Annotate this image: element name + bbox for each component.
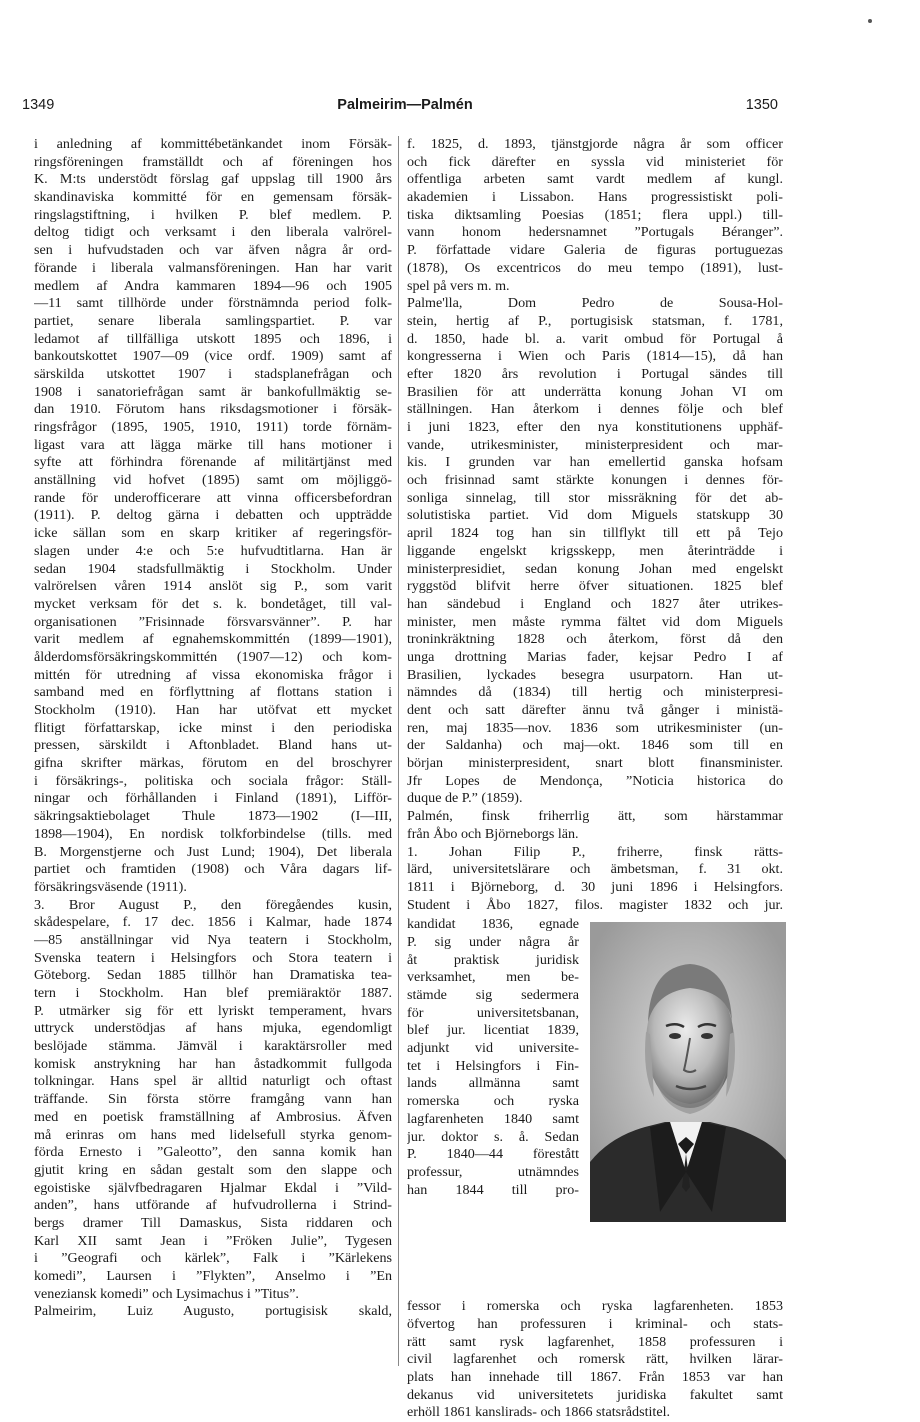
text-line: tet i Helsingfors i Fin- — [407, 1057, 579, 1074]
text-line: (1878), Os excentricos do meu tempo (1891), lust- — [407, 259, 783, 276]
text-line: 1811 i Björneborg, d. 30 juni 1896 i Helsingfors. — [407, 878, 783, 895]
text-line: komedi”, Laursen i ”Flykten”, Anselmo i ”En — [34, 1268, 392, 1284]
text-line: början ministerpresident, snart blott finansminister. — [407, 755, 783, 772]
text-line: och fick därefter en syssla vid ministeriet för — [407, 153, 783, 170]
right-column — [407, 136, 783, 1422]
text-line: slagen under 4:e och 5:e hufvudtitlarna. Han är — [34, 542, 392, 559]
text-line: Palme'lla, Dom Pedro de Sousa-Hol- — [407, 295, 783, 312]
text-line: i anledning af kommittébetänkandet inom Försäk- — [34, 136, 392, 152]
text-line: och frisinnad samt stärkte konungen i dennes för- — [407, 472, 783, 489]
text-line: säkringsaktiebolaget Thule 1873—1902 (I—III, — [34, 808, 392, 825]
text-line: valrörelsen våren 1914 anslöt sig P., som varit — [34, 578, 392, 595]
text-line: skandinaviska kommitté för en gemensam försäk- — [34, 189, 392, 206]
text-line: dan 1910. Förutom hans riksdagsmotioner i försäk- — [34, 401, 392, 418]
text-line: —85 anställningar vid Nya teatern i Stockholm, — [34, 931, 392, 948]
text-line: unga drottning Marias fader, kejsar Pedro I af — [407, 648, 783, 665]
text-line: ningar och förhållanden i Finland (1891), Lifför- — [34, 790, 392, 807]
text-line: dent och satt därefter ännu två gånger i ministä- — [407, 702, 783, 718]
text-line: der Saldanha) och maj—okt. 1846 som till en — [407, 737, 783, 754]
text-line: Göteborg. Sedan 1885 tillhör han Dramatiska tea- — [34, 967, 392, 984]
text-line: nämndes då (1834) till hertig och ministerpresi- — [407, 684, 783, 701]
text-beside-portrait — [407, 916, 579, 1199]
right-column-top — [407, 136, 783, 914]
text-line: träffande. Sin första större framgång vann han — [34, 1091, 392, 1108]
text-line: ligast vara att lägga märke till hans motioner i — [34, 436, 392, 453]
text-line: akademien i Lissabon. Hans progressistiskt poli- — [407, 189, 783, 206]
text-line: kandidat 1836, egnade — [407, 916, 579, 933]
text-line: med en poetisk framställning af Ambrosius. Äfven — [34, 1108, 392, 1125]
text-line: skådespelare, f. 17 dec. 1856 i Kalmar, hade 1874 — [34, 914, 392, 931]
text-line: veneziansk komedi” och Lysimachus i ”Titus”. — [34, 1285, 299, 1302]
text-line: förande i liberala valmansföreningen. Han har varit — [34, 259, 392, 276]
text-line: mittén för utredning af vissa ekonomiska frågor i — [34, 666, 392, 683]
text-line: egoistiske självfbedragaren Hjalmar Ekdal i ”Vild- — [34, 1179, 392, 1196]
text-line: 1908 i sanatoriefrågan samt är bankofullmäktig se- — [34, 383, 392, 400]
text-line: —11 samt tillhörde under förstnämnda period folk- — [34, 295, 392, 312]
text-line: rande för underofficerare att vinna officersbefordran — [34, 489, 392, 506]
text-line: ryggstöd blifvit herre öfver situationen. 1825 blef — [407, 578, 783, 595]
text-line: duque de P.” (1859). — [407, 790, 523, 807]
text-line: öfvertog han professuren i kriminal- och stats- — [407, 1315, 783, 1332]
text-line: syfte att förhindra förenande af militärtjänst med — [34, 454, 392, 471]
text-line: kongresserna i Wien och Paris (1814—15), då han — [407, 348, 783, 365]
text-line: liggande engelskt krigsskepp, men återinträdde i — [407, 542, 783, 559]
text-line: 1. Johan Filip P., friherre, finsk rätts- — [407, 843, 783, 860]
text-line: förda Ernesto i ”Galeotto”, den sanna komik han — [34, 1144, 392, 1161]
text-line: 1898—1904), En nordisk tolkforbindelse (tills. med — [34, 825, 392, 842]
text-line: uttryck understödjas af hans mjuka, egendomligt — [34, 1020, 392, 1037]
text-line: för universitetsbanan, — [407, 1004, 579, 1021]
text-line: samband med en förflyttning af flottans station i — [34, 684, 392, 701]
text-line: tolkningar. Hans spel är alltid naturligt och oftast — [34, 1073, 392, 1090]
text-line: erhöll 1861 kanslirads- och 1866 statsrådstitel. — [407, 1404, 671, 1421]
text-line: B. Morgenstjerne och Just Lund; 1904), Det liberala — [34, 843, 392, 860]
text-line: i juni 1823, efter den nya konstitutionens upphäf- — [407, 419, 783, 435]
text-line: spel på vers m. m. — [407, 277, 510, 294]
text-line: P. utmärker sig för ett lyriskt temperament, hvars — [34, 1002, 392, 1019]
text-line: organisationen ”Frisinnade försvarsvänner”. P. har — [34, 613, 392, 630]
text-line: minister, men måste rymma fältet vid dom Miguels — [407, 613, 783, 630]
text-line: vande, utrikesminister, ministerpresident och mar- — [407, 436, 783, 453]
text-line: d. 1850, hade bl. a. varit ombud för Portugal å — [407, 330, 783, 347]
text-line: kis. I grunden var han emellertid ganska hofsam — [407, 454, 783, 471]
text-line: medlem af Andra kammaren 1894—96 och 1905 — [34, 277, 392, 294]
speck-mark — [868, 19, 872, 23]
page-number-right: 1350 — [745, 97, 778, 113]
text-line: bergs dramer Till Damaskus, Sista riddaren och — [34, 1214, 392, 1231]
text-line: åt praktisk juridisk — [407, 951, 579, 968]
text-line: lärd, universitetslärare och ämbetsman, f. 31 okt. — [407, 861, 783, 878]
right-column-bottom — [407, 1298, 783, 1422]
text-line: vann honom hedersnamnet ”Portugals Béranger”. — [407, 224, 783, 241]
text-line: P. sig under några år — [407, 933, 579, 950]
text-line: civil lagfarenhet och romersk rätt, hvilken lärar- — [407, 1351, 783, 1368]
text-line: må erinras om hans med lidelsefull styrka genom- — [34, 1126, 392, 1143]
text-line: beslöjade stämma. Jämväl i karaktärsroller med — [34, 1038, 392, 1055]
text-line: rätt samt rysk lagfarenhet, 1858 professuren i — [407, 1333, 783, 1350]
text-line: (1911). P. deltog gärna i debatten och uppträdde — [34, 507, 392, 524]
text-line: anden”, hans utförande af hufvudrollerna i Strind- — [34, 1197, 392, 1214]
text-line: han sändebud i England och 1827 åter utrikes- — [407, 595, 783, 612]
text-line: lagfarenheten 1840 samt — [407, 1110, 579, 1127]
text-line: april 1824 tog han sin tillflykt till ett på Tejo — [407, 525, 783, 542]
text-line: Palmén, finsk friherrlig ätt, som härstammar — [407, 808, 783, 825]
column-divider — [398, 136, 399, 1366]
text-line: ålderdomsförsäkringskommittén (1907—12) och kom- — [34, 648, 392, 665]
text-line: P. författade vidare Galeria de figuras portuguezas — [407, 242, 783, 259]
text-line: ledamot af tillfälliga utskott 1895 och 1896, i — [34, 330, 392, 347]
text-line: adjunkt vid universite- — [407, 1040, 579, 1057]
text-line: icke sällan som en skarp kritiker af regeringsför- — [34, 525, 392, 542]
text-line: romerska och ryska — [407, 1093, 579, 1110]
text-line: ställningen. Han återkom i dennes följe och blef — [407, 401, 783, 418]
text-line: särskilda utskottet 1907 i stadsplanefrågan och — [34, 365, 392, 382]
page-number-left: 1349 — [22, 97, 55, 113]
page-header — [0, 97, 920, 123]
text-line: från Åbo och Björneborgs län. — [407, 825, 579, 842]
text-line: solutistiska partiet. Vid dom Miguels statskupp 30 — [407, 507, 783, 524]
text-line: fessor i romerska och ryska lagfarenheten. 1853 — [407, 1298, 783, 1315]
text-line: offentliga arbeten samt vardt medlem af kungl. — [407, 171, 783, 188]
text-line: Brasilien, lyckades besegra usurpatorn. Han ut- — [407, 666, 783, 683]
text-line: partiet och framtiden (1908) och Våra dagars lif- — [34, 861, 392, 878]
text-line: partiet, senare liberala samlingspartiet. P. var — [34, 312, 392, 329]
text-line: verksamhet, men be- — [407, 969, 579, 986]
text-line: ren, maj 1835—nov. 1836 som utrikesminister (un- — [407, 719, 783, 736]
text-line: efter 1820 års revolution i Portugal sändes till — [407, 365, 783, 382]
text-line: Jfr Lopes de Mendonça, ”Noticia historica do — [407, 772, 783, 789]
text-line: Palmeirim, Luiz Augusto, portugisisk skald, — [34, 1303, 392, 1320]
text-line: plats han innehade till 1867. Från 1853 var han — [407, 1369, 783, 1385]
text-line: gjutit kring en sådan gestalt som den slappe och — [34, 1161, 392, 1178]
text-line: ringslagstiftning, i hvilken P. blef medlem. P. — [34, 206, 392, 223]
text-line: ringsföreningen framställdt och af föreningen hos — [34, 153, 392, 170]
text-line: Student i Åbo 1827, filos. magister 1832 och jur. — [407, 896, 783, 913]
text-line: Stockholm (1910). Han har utöfvat ett mycket — [34, 702, 392, 718]
text-line: i ”Geografi och kärlek”, Falk i ”Kärlekens — [34, 1250, 392, 1267]
text-line: jur. doktor s. å. Sedan — [407, 1128, 579, 1145]
text-line: gifna skrifter märkas, förutom en del broschyrer — [34, 755, 392, 772]
text-line: f. 1825, d. 1893, tjänstgjorde några år som officer — [407, 136, 783, 152]
text-line: sen i hufvudstaden och var äfven några år ord- — [34, 242, 392, 259]
text-line: varit medlem af egnahemskommittén (1899—1901), — [34, 631, 392, 648]
text-line: i försäkrings-, politiska och sociala frågor: Ställ- — [34, 772, 392, 789]
text-line: ministerpresidiet, sedan konung Johan med engelskt — [407, 560, 783, 577]
text-line: han 1844 till pro- — [407, 1181, 579, 1198]
text-line: flitigt författarskap, icke minst i den periodiska — [34, 719, 392, 736]
left-column — [34, 136, 392, 1321]
running-title: Palmeirim—Palmén — [337, 97, 473, 113]
text-line: stein, hertig af P., portugisisk statsman, f. 1781, — [407, 312, 783, 329]
text-line: K. M:ts understödt förslag gaf uppslag till 1900 års — [34, 171, 392, 188]
text-line: tiska diktsamling Poesias (1851; flera uppl.) till- — [407, 206, 783, 223]
text-line: försäkringsväsende (1911). — [34, 878, 187, 895]
text-line: Brasilien för att underrätta konung Johan VI om — [407, 383, 783, 400]
text-line: komisk anstrykning har han åstadkommit fullgoda — [34, 1055, 392, 1072]
text-line: professur, utnämndes — [407, 1163, 579, 1180]
text-line: mycket verksam för det s. k. bondetåget, till val- — [34, 595, 392, 612]
text-line: 3. Bror August P., den föregåendes kusin, — [34, 896, 392, 913]
text-line: troninkräktning 1828 och återkom, först då den — [407, 631, 783, 648]
text-line: Karl XII samt Jean i ”Fröken Julie”, Tygesen — [34, 1232, 392, 1249]
text-line: Svenska teatern i Helsingfors och Stora teatern i — [34, 949, 392, 966]
text-line: pressen, särskildt i Aftonbladet. Bland hans ut- — [34, 737, 392, 754]
text-line: anställning vid hofvet (1895) samt om möjliggö- — [34, 472, 392, 489]
text-line: stämde sig sedermera — [407, 987, 579, 1003]
text-line: sonliga sinnelag, till stor missräkning för det ab- — [407, 489, 783, 506]
text-line: dekanus vid universitetets juridiska fakultet samt — [407, 1386, 783, 1403]
text-line: sedan 1904 stadsfullmäktig i Stockholm. Under — [34, 560, 392, 577]
text-line: ringsfrågor (1895, 1905, 1910, 1911) torde förnäm- — [34, 419, 392, 435]
text-line: P. 1840—44 förestått — [407, 1146, 579, 1163]
text-line: lands allmänna samt — [407, 1075, 579, 1092]
portrait-block — [407, 916, 783, 1297]
text-line: bankoutskottet 1907—09 (vice ordf. 1909) samt af — [34, 348, 392, 365]
text-line: blef jur. licentiat 1839, — [407, 1022, 579, 1039]
portrait-image — [590, 922, 786, 1222]
text-line: deltog tidigt och verksamt i den liberala valrörel- — [34, 224, 392, 241]
text-line: tern i Stockholm. Han blef premiäraktör 1887. — [34, 985, 392, 1001]
